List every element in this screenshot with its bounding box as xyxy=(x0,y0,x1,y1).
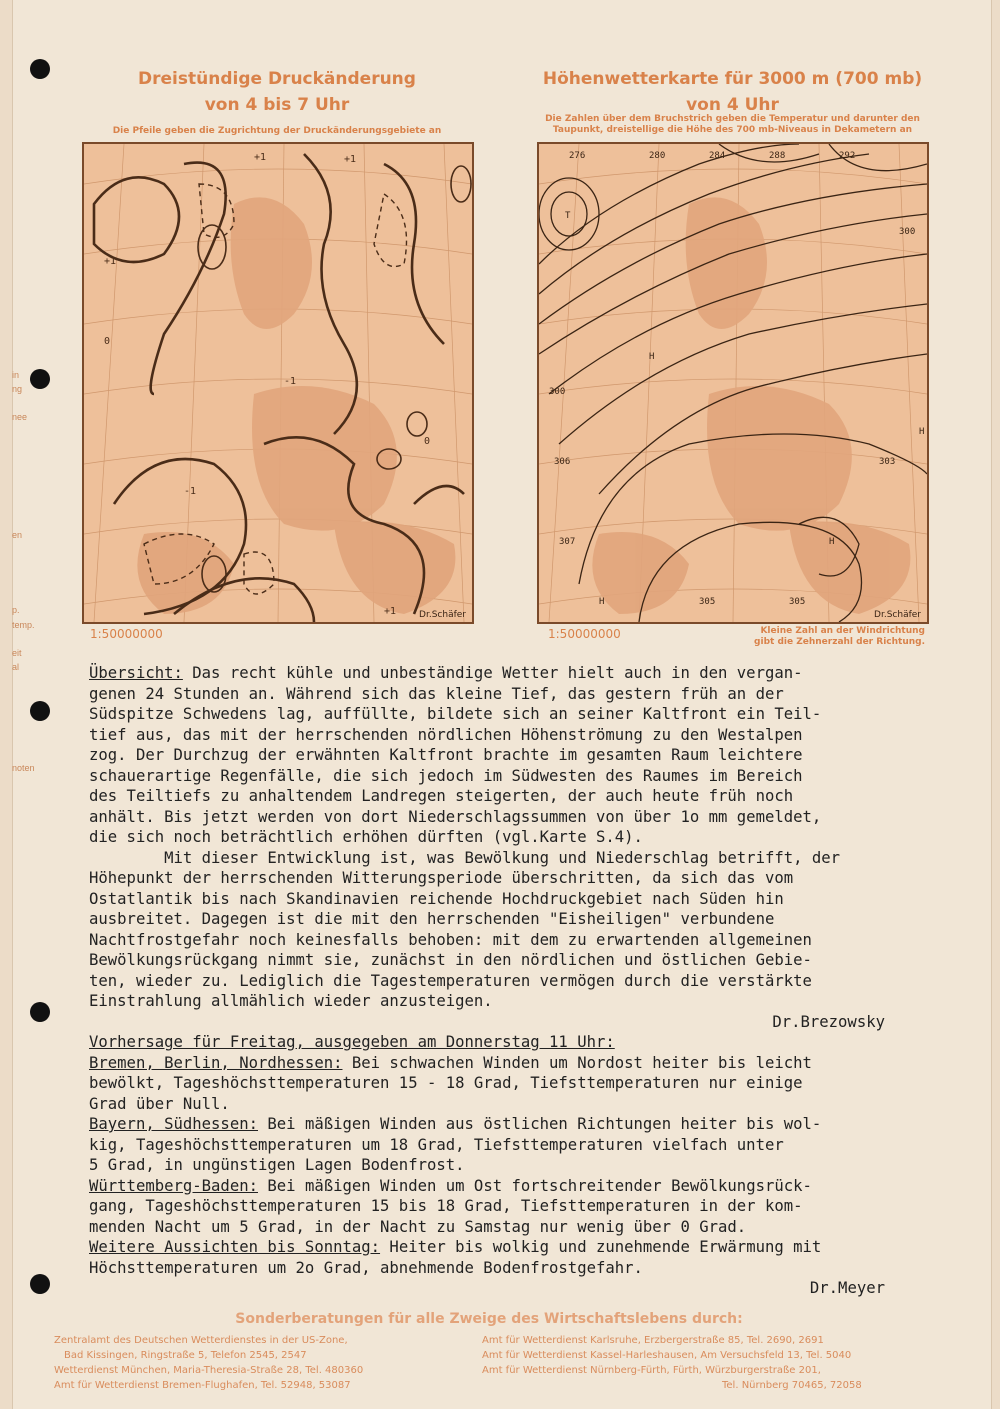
margin-note: al xyxy=(12,662,20,672)
region2-first-text: Bei mäßigen Winden aus östlichen Richtungen heiter bis wol- xyxy=(258,1115,822,1133)
punch-hole xyxy=(30,1002,50,1022)
footer-address: Amt für Wetterdienst Karlsruhe, Erzbergerstraße 85, Tel. 2690, 2691 xyxy=(482,1335,824,1346)
svg-text:+1: +1 xyxy=(344,154,357,165)
svg-text:288: 288 xyxy=(769,151,786,161)
svg-text:292: 292 xyxy=(839,151,856,161)
svg-text:300: 300 xyxy=(549,387,566,397)
svg-text:280: 280 xyxy=(649,151,666,161)
footer-right-addresses xyxy=(482,1333,862,1393)
footer-left-addresses xyxy=(54,1333,363,1393)
overview-line: die sich noch beträchtlich erhöhen dürften (vgl.Karte S.4). xyxy=(89,828,643,846)
right-map-note-line1: Kleine Zahl an der Windrichtung xyxy=(760,626,925,636)
right-map-scale: 1:50000000 xyxy=(548,627,621,641)
overview-line: Bewölkungsrückgang nimmt sie, zunächst in den nördlichen und östlichen Gebie- xyxy=(89,951,812,969)
svg-text:306: 306 xyxy=(554,457,571,467)
overview-line: zog. Der Durchzug der erwähnten Kaltfront brachte im gesamten Raum leichtere xyxy=(89,746,803,764)
right-map-title xyxy=(535,66,930,118)
overview-line: tief aus, das mit der herrschenden nördlichen Höhenströmung zu den Westalpen xyxy=(89,725,803,744)
svg-text:305: 305 xyxy=(699,597,716,607)
overview-label: Übersicht: xyxy=(89,664,183,682)
right-map-note-line2: gibt die Zehnerzahl der Richtung. xyxy=(754,637,925,647)
outlook-first-line xyxy=(89,1237,949,1258)
svg-text:T: T xyxy=(565,211,571,221)
svg-text:H: H xyxy=(829,537,835,547)
overview-first-text: Das recht kühle und unbeständige Wetter hielt auch in den vergan- xyxy=(182,664,803,682)
svg-text:307: 307 xyxy=(559,537,576,547)
margin-note: p. xyxy=(12,605,20,615)
footer-address: Zentralamt des Deutschen Wetterdienstes in der US-Zone, xyxy=(54,1335,348,1346)
region1-line: Grad über Null. xyxy=(89,1094,230,1113)
svg-text:303: 303 xyxy=(879,457,896,467)
margin-note: noten xyxy=(12,763,35,773)
svg-text:+1: +1 xyxy=(254,152,267,163)
outlook-label: Weitere Aussichten bis Sonntag: xyxy=(89,1238,381,1256)
footer-address: Amt für Wetterdienst Nürnberg-Fürth, Fürth, Würzburgerstraße 201, xyxy=(482,1365,821,1376)
right-map-subtitle-line1: Die Zahlen über dem Bruchstrich geben die Temperatur und darunter den xyxy=(545,114,920,124)
svg-text:-1: -1 xyxy=(284,376,297,387)
region2-label: Bayern, Südhessen: xyxy=(89,1115,258,1133)
margin-note: en xyxy=(12,530,23,540)
svg-text:H: H xyxy=(649,352,655,362)
margin-note: nee xyxy=(12,412,28,422)
svg-text:H: H xyxy=(919,427,925,437)
footer-heading: Sonderberatungen für alle Zweige des Wirtschaftslebens durch: xyxy=(235,1311,743,1327)
right-map-title-line2: von 4 Uhr xyxy=(686,95,779,115)
region3-first-text: Bei mäßigen Winden um Ost fortschreitender Bewölkungsrück- xyxy=(258,1176,812,1195)
right-map-subtitle-line2: Taupunkt, dreistellige die Höhe des 700 mb-Niveaus in Dekametern an xyxy=(552,125,913,135)
footer-address: Bad Kissingen, Ringstraße 5, Telefon 2545, 2547 xyxy=(64,1350,307,1361)
margin-note: eit xyxy=(12,648,22,658)
svg-text:H: H xyxy=(599,597,605,607)
overview-line: Mit dieser Entwicklung ist, was Bewölkung und Niederschlag betrifft, der xyxy=(89,848,841,867)
punch-hole xyxy=(30,369,50,389)
right-map-title-line1: Höhenwetterkarte für 3000 m (700 mb) xyxy=(542,69,923,89)
svg-text:+1: +1 xyxy=(104,256,117,267)
signature-brezowsky: Dr.Brezowsky xyxy=(772,1012,885,1031)
region3-line: menden Nacht um 5 Grad, in der Nacht zu Samstag nur wenig über 0 Grad. xyxy=(89,1217,747,1236)
svg-text:+1: +1 xyxy=(384,606,397,617)
overview-line: genen 24 Stunden an. Während sich das kleine Tief, das gestern früh an der xyxy=(89,684,784,703)
svg-text:284: 284 xyxy=(709,151,726,161)
punch-hole xyxy=(30,1274,50,1294)
svg-text:305: 305 xyxy=(789,597,806,607)
region2-line: 5 Grad, in ungünstigen Lagen Bodenfrost. xyxy=(89,1156,465,1174)
punch-hole xyxy=(30,701,50,721)
margin-note: temp. xyxy=(12,620,35,630)
region2-first-line xyxy=(89,1114,949,1135)
right-map-note xyxy=(690,626,925,648)
right-map-author: Dr.Schäfer xyxy=(874,610,921,620)
footer-address: Wetterdienst München, Maria-Theresia-Straße 28, Tel. 480360 xyxy=(54,1365,364,1376)
pressure-change-map xyxy=(82,142,474,624)
upper-air-map xyxy=(537,142,929,624)
region3-label: Württemberg-Baden: xyxy=(89,1176,258,1195)
footer-address: Amt für Wetterdienst Bremen-Flughafen, Tel. 52948, 53087 xyxy=(54,1380,351,1391)
overview-line: Einstrahlung allmählich wieder anzusteigen. xyxy=(89,992,493,1010)
overview-line: Ostatlantik bis nach Skandinavien reichende Hochdruckgebiet nach Süden hin xyxy=(89,889,784,908)
region1-line: bewölkt, Tageshöchsttemperaturen 15 - 18 Grad, Tiefsttemperaturen nur einige xyxy=(89,1074,803,1092)
outlook-line: Höchsttemperaturen um 2o Grad, abnehmende Bodenfrostgefahr. xyxy=(89,1258,643,1277)
left-map-title xyxy=(82,66,472,118)
overview-line: ausbreitet. Dagegen ist die mit den herrschenden "Eisheiligen" verbundene xyxy=(89,910,775,928)
svg-text:0: 0 xyxy=(104,336,111,347)
margin-note: ng xyxy=(12,384,23,394)
overview-line: des Teiltiefs zu anhaltendem Landregen steigerten, der auch heute früh noch xyxy=(89,787,794,805)
left-map-title-line2: von 4 bis 7 Uhr xyxy=(204,95,350,115)
footer-address: Amt für Wetterdienst Kassel-Harleshausen, Am Versuchsfeld 13, Tel. 5040 xyxy=(482,1350,852,1361)
forecast-heading: Vorhersage für Freitag, ausgegeben am Donnerstag 11 Uhr: xyxy=(89,1033,615,1051)
signature-meyer: Dr.Meyer xyxy=(809,1279,885,1297)
overview-line: Südspitze Schwedens lag, auffüllte, bildete sich an seiner Kaltfront ein Teil- xyxy=(89,705,822,723)
margin-note: in xyxy=(12,370,20,380)
outlook-first-text: Heiter bis wolkig und zunehmende Erwärmung mit xyxy=(380,1238,822,1256)
left-map-subtitle: Die Pfeile geben die Zugrichtung der Druckänderungsgebiete an xyxy=(112,126,442,136)
pressure-change-map-drawing xyxy=(84,144,472,622)
overview-line: anhält. Bis jetzt werden von dort Niederschlagssummen von über 1o mm gemeldet, xyxy=(89,807,822,826)
right-map-subtitle xyxy=(535,114,930,136)
punch-hole xyxy=(30,59,50,79)
left-map-author: Dr.Schäfer xyxy=(419,610,466,620)
footer-address: Tel. Nürnberg 70465, 72058 xyxy=(722,1380,862,1391)
region1-label: Bremen, Berlin, Nordhessen: xyxy=(89,1053,343,1072)
overview-line: Nachtfrostgefahr noch keinesfalls behoben: mit dem zu erwartenden allgemeinen xyxy=(89,930,812,949)
weather-report-text xyxy=(89,663,949,1299)
left-map-scale: 1:50000000 xyxy=(90,627,163,641)
forecast-heading-line xyxy=(89,1032,949,1053)
svg-text:276: 276 xyxy=(569,151,586,161)
overview-first-line xyxy=(89,663,949,684)
svg-text:0: 0 xyxy=(424,436,431,447)
overview-line: ten, wieder zu. Lediglich die Tagestemperaturen vermögen durch die verstärkte xyxy=(89,971,812,990)
svg-text:-1: -1 xyxy=(184,486,197,497)
svg-text:300: 300 xyxy=(899,227,916,237)
overview-line: schauerartige Regenfälle, die sich jedoch im Südwesten des Raumes im Bereich xyxy=(89,766,803,785)
overview-line: Höhepunkt der herrschenden Witterungsperiode überschritten, da sich das vom xyxy=(89,869,794,887)
region3-line: gang, Tageshöchsttemperaturen 15 bis 18 Grad, Tiefsttemperaturen in der kom- xyxy=(89,1197,803,1215)
region3-first-line xyxy=(89,1176,949,1197)
left-map-title-line1: Dreistündige Druckänderung xyxy=(138,69,416,89)
region1-first-line xyxy=(89,1053,949,1074)
region1-first-text: Bei schwachen Winden um Nordost heiter bis leicht xyxy=(342,1053,812,1072)
region2-line: kig, Tageshöchsttemperaturen um 18 Grad, Tiefsttemperaturen vielfach unter xyxy=(89,1135,784,1154)
upper-air-map-drawing xyxy=(539,144,927,622)
